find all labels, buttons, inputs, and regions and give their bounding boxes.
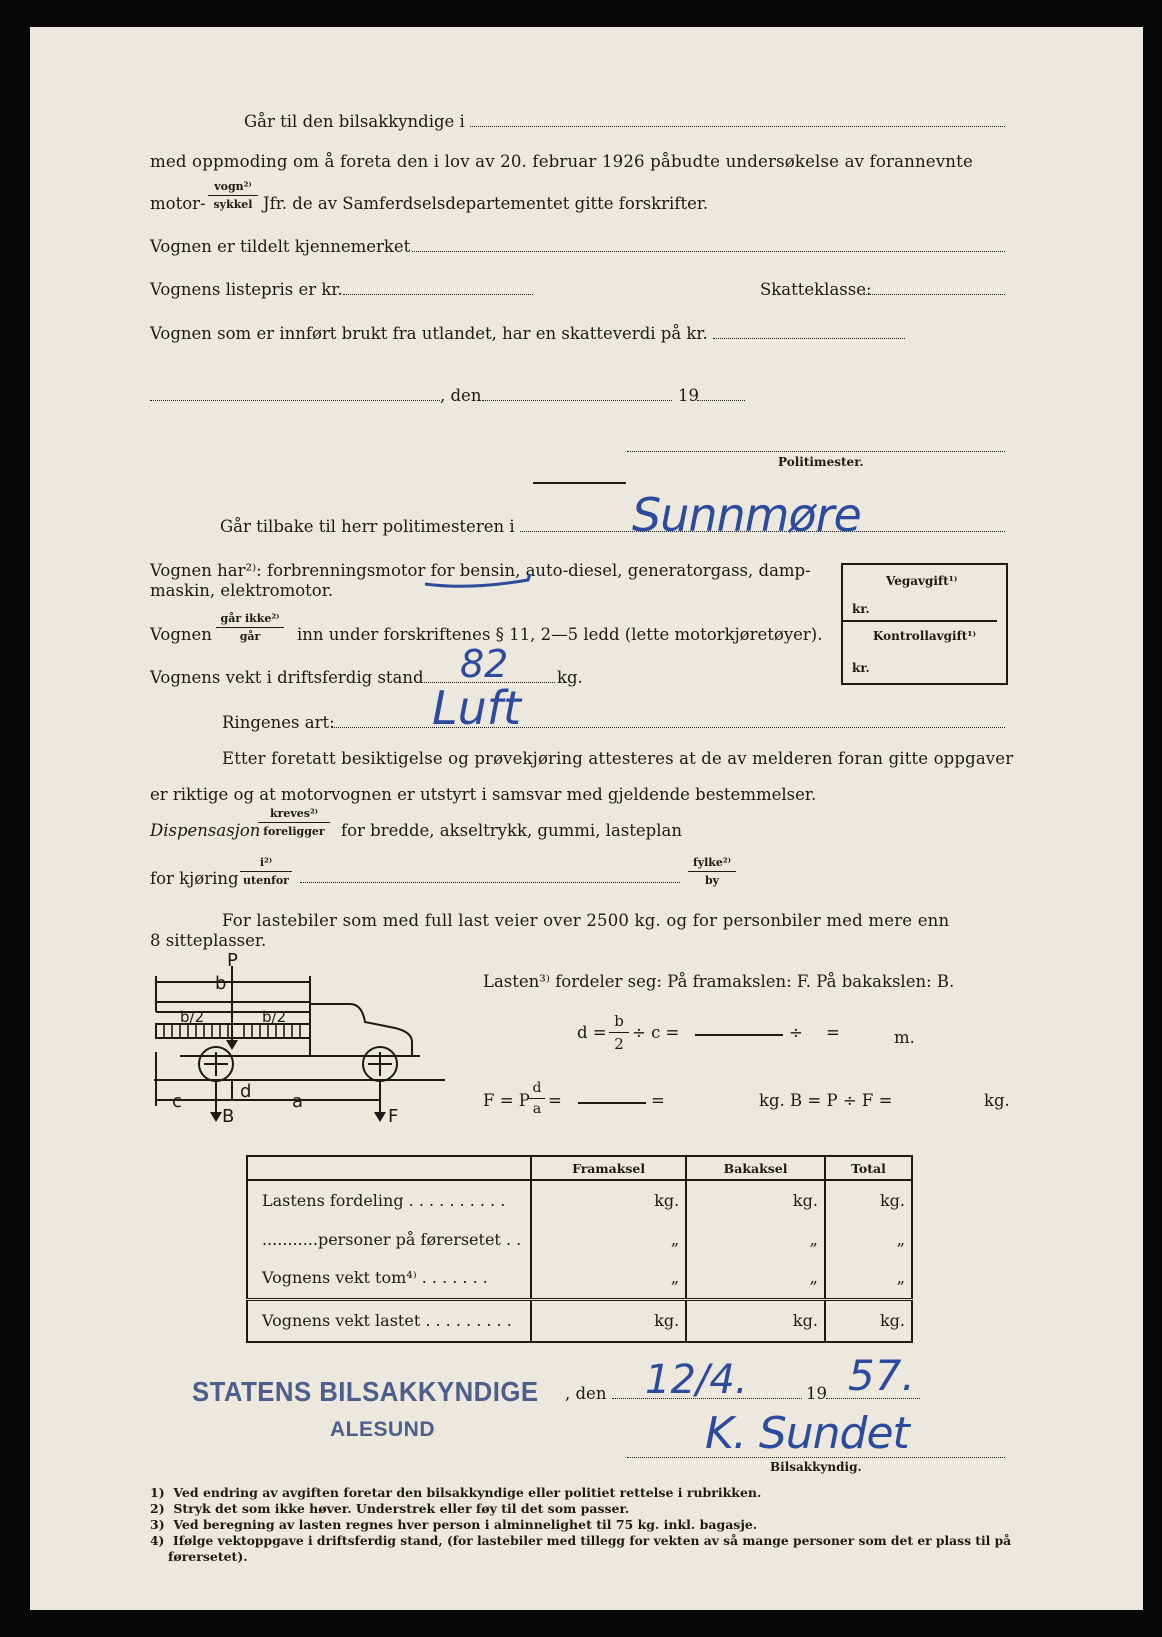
registration-label: Vognen er tildelt kjennemerket (150, 237, 411, 256)
formula-b-half (609, 1012, 629, 1053)
motor-prefix: motor- (150, 194, 206, 213)
truck-line-1: For lastebiler som med full last veier over 2500 kg. og for personbiler med mere enn (222, 911, 950, 930)
footnote-mark: 3) (150, 1517, 165, 1532)
diagram-label-P: P (227, 952, 238, 971)
diagram-label-F: F (388, 1106, 399, 1122)
formula-m: m. (894, 1028, 915, 1047)
taxclass-field[interactable] (864, 294, 1005, 295)
load-distribution-text: Lasten³⁾ fordeler seg: På framakslen: F. På bakakslen: B. (483, 972, 955, 991)
diagram-label-a: a (292, 1091, 304, 1112)
row-cell[interactable]: kg. (531, 1299, 686, 1342)
dispensation-label: Dispensasjon (150, 821, 261, 840)
diagram-label-b: b (215, 973, 227, 994)
handwritten-tyres: Luft (432, 681, 522, 735)
footnote-mark: 1) (150, 1485, 165, 1500)
diagram-label-b2-right: b/2 (262, 1008, 287, 1026)
light-vehicle-numerator: går ikke²⁾ (216, 612, 284, 628)
row-cell[interactable]: „ (825, 1220, 912, 1258)
office-stamp-city: ALESUND (330, 1418, 436, 1441)
date-den-1: , den (440, 386, 482, 405)
destination-label: Går til den bilsakkyndige i (244, 112, 465, 131)
formula-a-den: a (532, 1101, 542, 1117)
weight-table-header (247, 1156, 912, 1180)
inspector-caption: Bilsakkyndig. (770, 1460, 862, 1474)
table-row (247, 1180, 912, 1220)
footnote-mark: 4) (150, 1533, 165, 1548)
row-cell[interactable]: „ (825, 1258, 912, 1299)
driving-numerator: i²⁾ (240, 856, 292, 872)
handwritten-weight: 82 (460, 642, 509, 686)
footnote-text: Stryk det som ikke høver. Understrek eller føy til det som passer. (173, 1501, 630, 1516)
county-denominator: by (704, 874, 720, 887)
header-total: Total (825, 1156, 912, 1180)
formula-d-over-a (529, 1080, 545, 1117)
row-label: Vognens vekt lastet . . . . . . . . . (247, 1299, 531, 1342)
office-stamp-name: STATENS BILSAKKYNDIGE (192, 1376, 539, 1407)
footnote-2 (150, 1503, 629, 1516)
engine-line-1: Vognen har²⁾: forbrenningsmotor for bensin, auto-diesel, generatorgass, damp- (150, 561, 811, 580)
year-field-1[interactable] (697, 400, 745, 401)
formula-equals-2: = (548, 1091, 562, 1110)
footnote-4 (150, 1535, 1011, 1547)
request-text: med oppmoding om å foreta den i lov av 20. februar 1926 påbudte undersøkelse av forannevnte (150, 152, 973, 171)
weight-kg: kg. (557, 668, 583, 687)
formula-d: d = (577, 1023, 607, 1042)
footnote-1 (150, 1487, 761, 1500)
formula-divide: ÷ (789, 1023, 803, 1042)
header-front-axle: Framaksel (531, 1156, 686, 1180)
politimester-caption: Politimester. (778, 455, 864, 469)
light-vehicle-rule: inn under forskriftenes § 11, 2—5 ledd (lette motorkjøretøyer). (297, 625, 823, 644)
footnote-text: Ved beregning av lasten regnes hver person i alminnelighet til 75 kg. inkl. bagasje. (173, 1517, 758, 1532)
footnote-3 (150, 1519, 757, 1532)
formula-f: F = P (483, 1091, 530, 1110)
row-cell[interactable]: „ (531, 1220, 686, 1258)
footnote-text: førersetet). (168, 1549, 248, 1564)
formula-kg-end: kg. (984, 1091, 1010, 1110)
handwritten-year: 57. (848, 1351, 915, 1400)
diagram-label-c: c (172, 1091, 182, 1112)
road-tax-label: Vegavgift¹⁾ (886, 574, 958, 588)
table-row (247, 1299, 912, 1342)
dispensation-denominator: foreligger (263, 825, 325, 838)
dispensation-numerator: kreves²⁾ (258, 807, 330, 823)
driving-denominator: utenfor (243, 874, 289, 887)
formula-b-den: 2 (614, 1035, 624, 1053)
formula-kg-b: kg. B = P ÷ F = (759, 1091, 893, 1110)
formula-d-num: d (529, 1080, 545, 1099)
formula-equals-3: = (651, 1091, 665, 1110)
place-field-1[interactable] (150, 400, 440, 401)
diagram-label-d: d (240, 1081, 252, 1102)
motor-fraction (208, 180, 258, 211)
formula-blank-1[interactable] (695, 1034, 783, 1036)
row-cell[interactable]: kg. (686, 1299, 825, 1342)
date-field-1[interactable] (482, 400, 672, 401)
vehicle-label: Vognen (150, 625, 212, 644)
road-tax-kr: kr. (852, 602, 870, 616)
import-field[interactable] (713, 338, 905, 339)
handwritten-place: Sunnmøre (632, 488, 861, 542)
axle-load-diagram (150, 952, 450, 1122)
listprice-label: Vognens listepris er kr. (150, 280, 343, 299)
dispensation-text: for bredde, akseltrykk, gummi, lasteplan (341, 821, 682, 840)
light-vehicle-fraction (216, 612, 284, 643)
formula-b-num: b (609, 1012, 629, 1033)
row-cell[interactable]: kg. (686, 1180, 825, 1220)
formula-blank-2[interactable] (578, 1102, 646, 1104)
weight-table (246, 1155, 913, 1343)
politimester-signature-line[interactable] (627, 451, 1005, 452)
formula-c: ÷ c = (632, 1023, 680, 1042)
row-label: Lastens fordeling . . . . . . . . . . (262, 1191, 506, 1210)
formula-equals-1: = (826, 1023, 840, 1042)
footnote-mark: 2) (150, 1501, 165, 1516)
driving-label: for kjøring (150, 869, 239, 888)
dispensation-fraction (258, 807, 330, 838)
county-numerator: fylke²⁾ (688, 856, 736, 872)
control-fee-kr: kr. (852, 661, 870, 675)
diagram-label-b2-left: b/2 (180, 1008, 205, 1026)
return-label: Går tilbake til herr politimesteren i (220, 517, 515, 536)
handwritten-signature: K. Sundet (705, 1408, 909, 1459)
motor-denominator: sykkel (213, 198, 253, 211)
tyres-label: Ringenes art: (222, 713, 335, 732)
row-cell[interactable]: kg. (825, 1180, 912, 1220)
weight-table-corner (247, 1156, 531, 1180)
row-cell[interactable]: „ (531, 1258, 686, 1299)
footnote-text: Ifølge vektoppgave i driftsferdig stand, (for lastebiler med tillegg for vekten av så mange personer som det er plass til på (172, 1533, 1012, 1548)
row-label: ...........personer på førersetet . . (262, 1229, 522, 1249)
attest-line-1: Etter foretatt besiktigelse og prøvekjøring attesteres at de av melderen foran gitte oppgaver (222, 749, 1014, 768)
handwritten-date: 12/4. (645, 1357, 748, 1403)
driving-field[interactable] (300, 882, 680, 883)
weight-label: Vognens vekt i driftsferdig stand (150, 668, 424, 687)
taxclass-label: Skatteklasse: (760, 280, 872, 299)
control-fee-label: Kontrollavgift¹⁾ (873, 629, 977, 643)
diagram-label-B: B (222, 1106, 235, 1122)
county-fraction (688, 856, 736, 887)
table-row (247, 1220, 912, 1258)
header-rear-axle: Bakaksel (686, 1156, 825, 1180)
motor-numerator: vogn²⁾ (208, 180, 258, 196)
footnote-text: Ved endring av avgiften foretar den bilsakkyndige eller politiet rettelse i rubrikken. (173, 1485, 762, 1500)
row-cell[interactable]: „ (686, 1220, 825, 1258)
year-19-2: 19 (806, 1384, 827, 1403)
handwritten-underline (420, 570, 540, 590)
light-vehicle-denominator: går (239, 630, 261, 643)
form-sheet (30, 27, 1143, 1610)
date-den-2: , den (565, 1384, 607, 1403)
import-label: Vognen som er innført brukt fra utlandet, har en skatteverdi på kr. (150, 324, 708, 343)
fee-box-divider (843, 620, 997, 622)
destination-field[interactable] (470, 126, 1005, 127)
table-row (247, 1258, 912, 1299)
motor-suffix: Jfr. de av Samferdselsdepartementet gitte forskrifter. (263, 194, 709, 213)
truck-line-2: 8 sitteplasser. (150, 931, 267, 950)
row-cell[interactable]: kg. (825, 1299, 912, 1342)
listprice-field[interactable] (343, 294, 533, 295)
row-cell[interactable]: kg. (531, 1180, 686, 1220)
row-label: Vognens vekt tom⁴⁾ . . . . . . . (262, 1268, 488, 1288)
driving-fraction (240, 856, 292, 887)
attest-line-2: er riktige og at motorvognen er utstyrt i samsvar med gjeldende bestemmelser. (150, 785, 817, 804)
separator (533, 482, 626, 484)
year-19-1: 19 (678, 386, 699, 405)
registration-field[interactable] (412, 251, 1005, 252)
footnote-4-cont (168, 1551, 248, 1564)
engine-line-2: maskin, elektromotor. (150, 581, 334, 600)
row-cell[interactable]: „ (686, 1258, 825, 1299)
